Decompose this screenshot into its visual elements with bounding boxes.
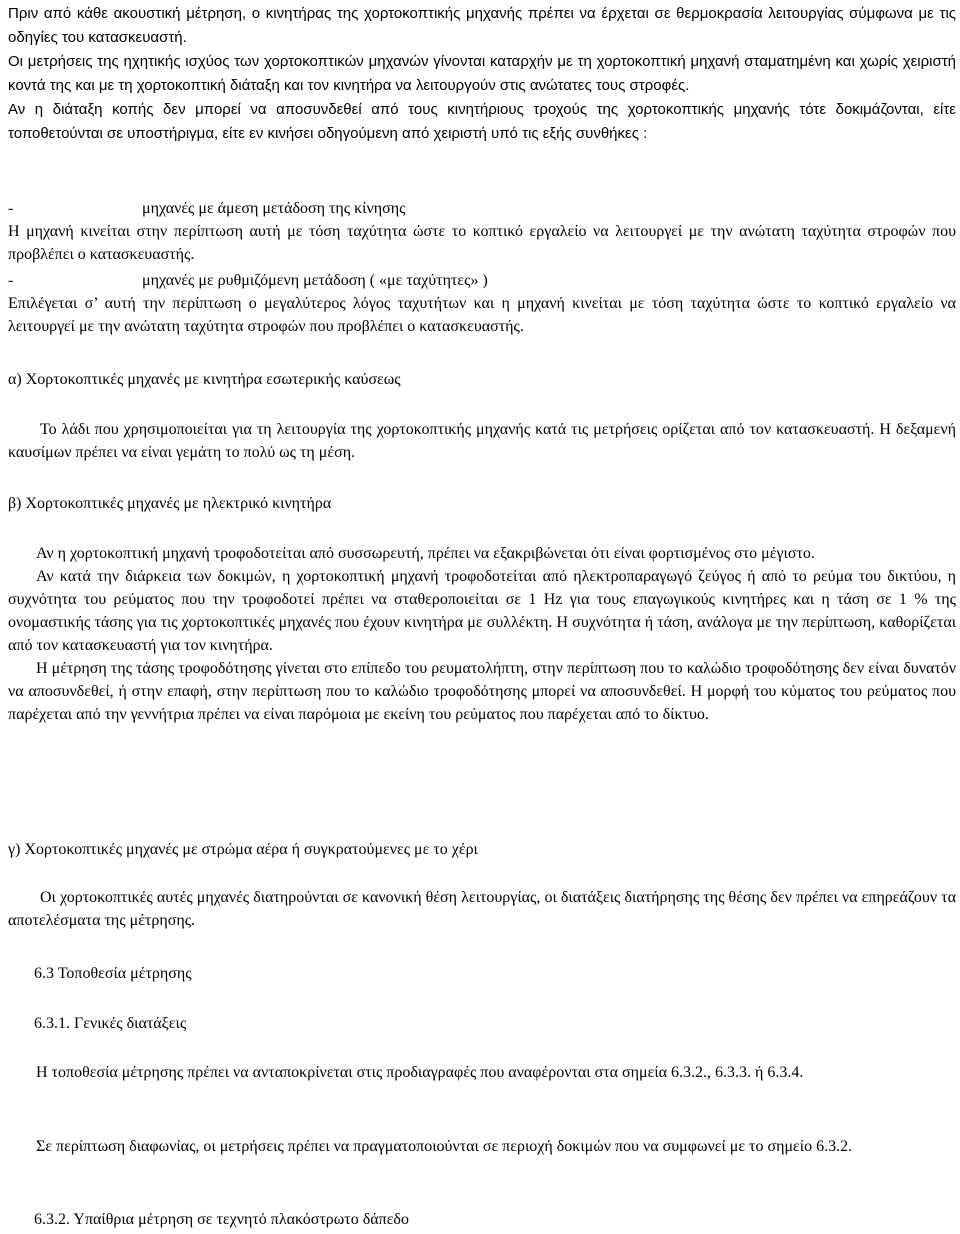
dash-mark: - [8,272,14,289]
heading-measurement-site: 6.3 Τοποθεσία μέτρησης [34,965,192,982]
paragraph-frequency-voltage: Αν κατά την διάρκεια των δοκιμών, η χορτοκοπτική μηχανή τροφοδοτείται από ηλεκτροπαραγωγό ζεύγος ή από το ρεύμα του δικτύου, η συχνότητα του ρεύματος που την τροφοδοτεί πρέπει να σταθεροποιείται σε 1 Hz για τους επαγωγικούς κινητήρες και η τάση σε 1 % της ονομαστικής τάσης για τις χορτοκοπτικές μηχανές που έχουν κινητήρα με συλλέκτη. Η συχνότητα ή τάση, ανάλογα με την περίπτωση, καθορίζεται από τον κατασκευαστή για τον κινητήρα. [8,568,956,654]
heading-outdoor-paved: 6.3.2. Υπαίθρια μέτρηση σε τεχνητό πλακόστρωτο δάπεδο [34,1211,409,1228]
heading-electric-motor: β) Χορτοκοπτικές μηχανές με ηλεκτρικό κινητήρα [8,495,332,512]
paragraph-oil-fuel: Το λάδι που χρησιμοποιείται για τη λειτουργία της χορτοκοπτικής μηχανής κατά τις μετρήσεις ορίζεται από τον κατασκευαστή. Η δεξαμενή καυσίμων πρέπει να είναι γεμάτη το πολύ ως τη μέση. [8,421,956,461]
heading-general-provisions: 6.3.1. Γενικές διατάξεις [34,1015,187,1032]
heading-c [8,838,956,861]
heading-6-3-1 [8,1012,960,1035]
paragraph-site-specs: Η τοποθεσία μέτρησης πρέπει να ανταποκρίνεται στις προδιαγραφές που αναφέρονται στα σημεία 6.3.2., 6.3.3. ή 6.3.4. [36,1064,804,1081]
dash-item-adjustable-drive [8,269,956,292]
section-c-body [8,886,956,932]
paragraph-direct-drive: Η μηχανή κινείται στην περίπτωση αυτή με τόση ταχύτητα ώστε το κοπτικό εργαλείο να λειτουργεί με την ανώτατη ταχύτητα στροφών που προβλέπει ο κατασκευαστής. [8,223,956,263]
paragraph-normal-position: Οι χορτοκοπτικές αυτές μηχανές διατηρούνται σε κανονική θέση λειτουργίας, οι διατάξεις διατήρησης της θέσης δεν πρέπει να επηρεάζουν τα αποτελέσματα της μέτρησης. [8,889,956,929]
intro-section [8,2,956,146]
heading-a [8,368,956,391]
paragraph-sound-power: Οι μετρήσεις της ηχητικής ισχύος των χορτοκοπτικών μηχανών γίνονται καταρχήν με τη χορτοκοπτική μηχανή σταματημένη και χωρίς χειριστή κοντά της και με τη χορτοκοπτική διάταξη και τον κινητήρα να λειτουργούν στις ανώτατες τους στροφές. [8,53,956,94]
heading-combustion-engine: α) Χορτοκοπτικές μηχανές με κινητήρα εσωτερικής καύσεως [8,371,401,388]
dash-mark: - [8,200,14,217]
paragraph-supply-measurement: Η μέτρηση της τάσης τροφοδότησης γίνεται στο επίπεδο του ρευματολήπτη, στην περίπτωση που το καλώδιο τροφοδότησης δεν είναι δυνατόν να αποσυνδεθεί, ή στην επαφή, στην περίπτωση που το καλώδιο τροφοδότησης μπορεί να αποσυνδεθεί. Η μορφή του κύματος του ρεύματος που παρέχεται από την γεννήτρια πρέπει να είναι παρόμοια με εκείνη του ρεύματος που παρέχεται από το δίκτυο. [8,660,956,723]
direct-drive-section [8,197,956,266]
heading-air-cushion: γ) Χορτοκοπτικές μηχανές με στρώμα αέρα ή συγκρατούμενες με το χέρι [8,841,478,858]
dash-item-direct-drive [8,197,956,220]
dash-item-text: μηχανές με ρυθμιζόμενη μετάδοση ( «με ταχύτητες» ) [142,272,488,289]
paragraph-battery: Αν η χορτοκοπτική μηχανή τροφοδοτείται από συσσωρευτή, πρέπει να εξακριβώνεται ότι είναι φορτισμένος στο μέγιστο. [36,545,815,562]
paragraph-warmup: Πριν από κάθε ακουστική μέτρηση, ο κινητήρας της χορτοκοπτικής μηχανής πρέπει να έρχεται σε θερμοκρασία λειτουργίας σύμφωνα με τις οδηγίες του κατασκευαστή. [8,5,956,46]
paragraph-cutting-device: Αν η διάταξη κοπής δεν μπορεί να αποσυνδεθεί από τους κινητήριους τροχούς της χορτοκοπτικής μηχανής τότε δοκιμάζονται, είτε τοποθετούνται σε υποστήριγμα, είτε εν κινήσει οδηγούμενη από χειριστή υπό τις εξής συνθήκες : [8,101,956,142]
section-a-body [8,418,956,464]
heading-6-3 [8,962,960,985]
paragraph-dispute: Σε περίπτωση διαφωνίας, οι μετρήσεις πρέπει να πραγματοποιούνται σε περιοχή δοκιμών που να συμφωνεί με το σημείο 6.3.2. [36,1138,853,1155]
adjustable-drive-section [8,269,956,338]
section-b-body [8,542,956,726]
heading-6-3-2 [8,1208,960,1231]
section-dispute [8,1135,956,1158]
heading-b [8,492,956,515]
paragraph-adjustable-drive: Επιλέγεται σ’ αυτή την περίπτωση ο μεγαλύτερος λόγος ταχυτήτων και η μηχανή κινείται με τόση ταχύτητα ώστε το κοπτικό εργαλείο να λειτουργεί με την ανώτατη ταχύτητα στροφών που προβλέπει ο κατασκευαστής. [8,295,956,335]
dash-item-text: μηχανές με άμεση μετάδοση της κίνησης [142,200,406,217]
section-6-3-1-body [8,1061,956,1084]
